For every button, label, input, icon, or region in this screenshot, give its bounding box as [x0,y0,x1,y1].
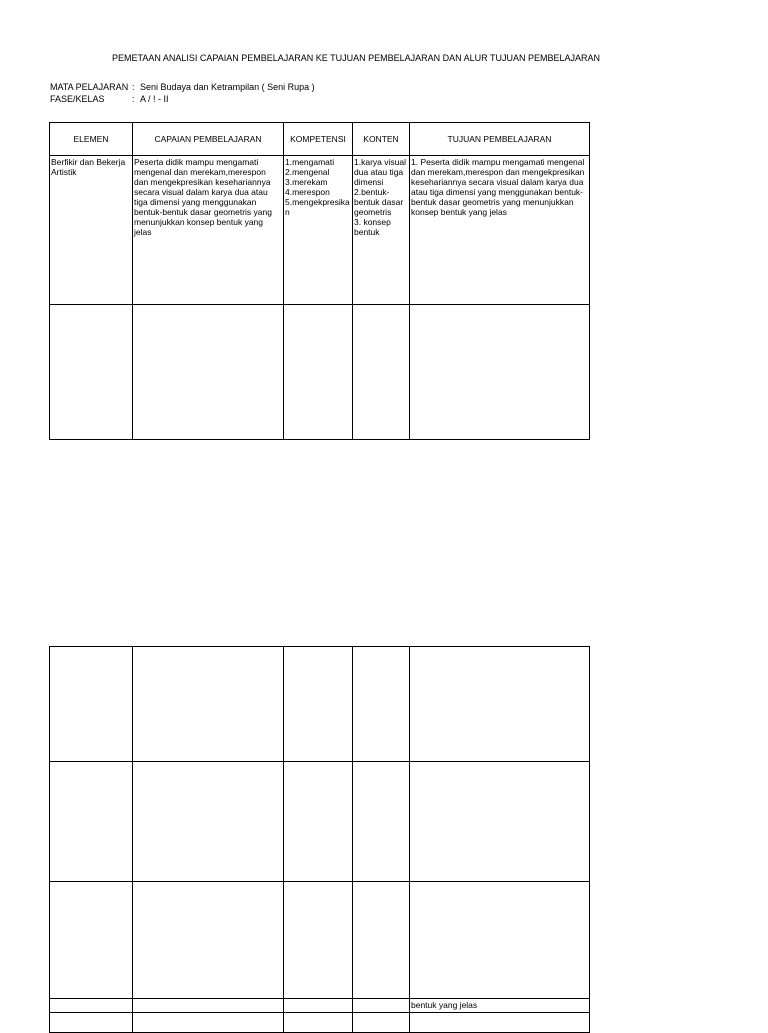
konten-item: 2.bentuk-bentuk dasar geometris [354,187,404,217]
cell-tujuan: 1. Peserta didik mampu mengamati mengenal dan merekam,merespon dan mengekpresikan kesehariannya secara visual dalam karya dua atau tiga dimensi yang menggunakan bentuk-bentuk dasar geometris yang menunjukkan konsep bentuk yang jelas [410,156,590,305]
empty-cell [353,647,410,762]
cell-konten [353,156,410,305]
konten-item: 1.karya visual dua atau tiga dimensi [354,157,406,187]
meta-class-key: FASE/KELAS [50,94,105,104]
konten-item: 3. konsep bentuk [354,217,391,237]
empty-cell [410,882,590,999]
empty-cell [284,1013,353,1033]
empty-cell [410,305,590,440]
empty-cell [284,647,353,762]
table-row [50,1013,590,1033]
header-konten: KONTEN [353,123,410,156]
empty-cell [410,1013,590,1033]
cell-capaian: Peserta didik mampu mengamati mengenal dan merekam,merespon dan mengekpresikan kesehariannya secara visual dalam karya dua atau tiga dimensi yang menggunakan bentuk-bentuk dasar geometris yang menunjukkan konsep bentuk yang jelas [133,156,284,305]
empty-cell [133,999,284,1013]
empty-cell [133,882,284,999]
empty-cell [353,762,410,882]
empty-cell [353,305,410,440]
cell-tujuan-continued: bentuk yang jelas [410,999,590,1013]
empty-cell [353,1013,410,1033]
mapping-table-continued [49,646,590,1033]
meta-subject-sep: : [132,82,135,92]
header-capaian: CAPAIAN PEMBELAJARAN [133,123,284,156]
empty-cell [284,305,353,440]
empty-cell [133,305,284,440]
cell-elemen: Berfikir dan Bekerja Artistik [50,156,133,305]
empty-cell [410,762,590,882]
empty-cell [133,762,284,882]
empty-cell [133,1013,284,1033]
empty-cell [50,882,133,999]
empty-cell [50,305,133,440]
meta-subject-key: MATA PELAJARAN [50,82,129,92]
table-row [50,305,590,440]
header-tujuan: TUJUAN PEMBELAJARAN [410,123,590,156]
meta-class-sep: : [132,94,135,104]
mapping-table [49,122,590,440]
empty-cell [410,647,590,762]
empty-cell [284,999,353,1013]
document-title: PEMETAAN ANALISI CAPAIAN PEMBELAJARAN KE TUJUAN PEMBELAJARAN DAN ALUR TUJUAN PEMBELAJARAN [112,53,600,63]
header-row [50,123,590,156]
empty-cell [353,999,410,1013]
table-row [50,882,590,999]
kompetensi-item: 4.merespon [285,187,330,197]
header-elemen: ELEMEN [50,123,133,156]
cell-kompetensi [284,156,353,305]
table-row [50,156,590,305]
empty-cell [50,762,133,882]
empty-cell [50,999,133,1013]
empty-cell [353,882,410,999]
meta-subject [50,82,315,92]
empty-cell [284,762,353,882]
meta-class-value: A / ! - II [140,94,169,104]
kompetensi-item: 1.mengamati [285,157,335,167]
header-kompetensi: KOMPETENSI [284,123,353,156]
kompetensi-item: 5.mengekpresikan [285,197,350,217]
empty-cell [50,1013,133,1033]
table-row [50,647,590,762]
kompetensi-item: 2.mengenal [285,167,330,177]
meta-class [50,94,169,104]
empty-cell [50,647,133,762]
table-row [50,762,590,882]
empty-cell [284,882,353,999]
meta-subject-value: Seni Budaya dan Ketrampilan ( Seni Rupa ) [140,82,315,92]
table-row [50,999,590,1013]
empty-cell [133,647,284,762]
kompetensi-item: 3.merekam [285,177,328,187]
